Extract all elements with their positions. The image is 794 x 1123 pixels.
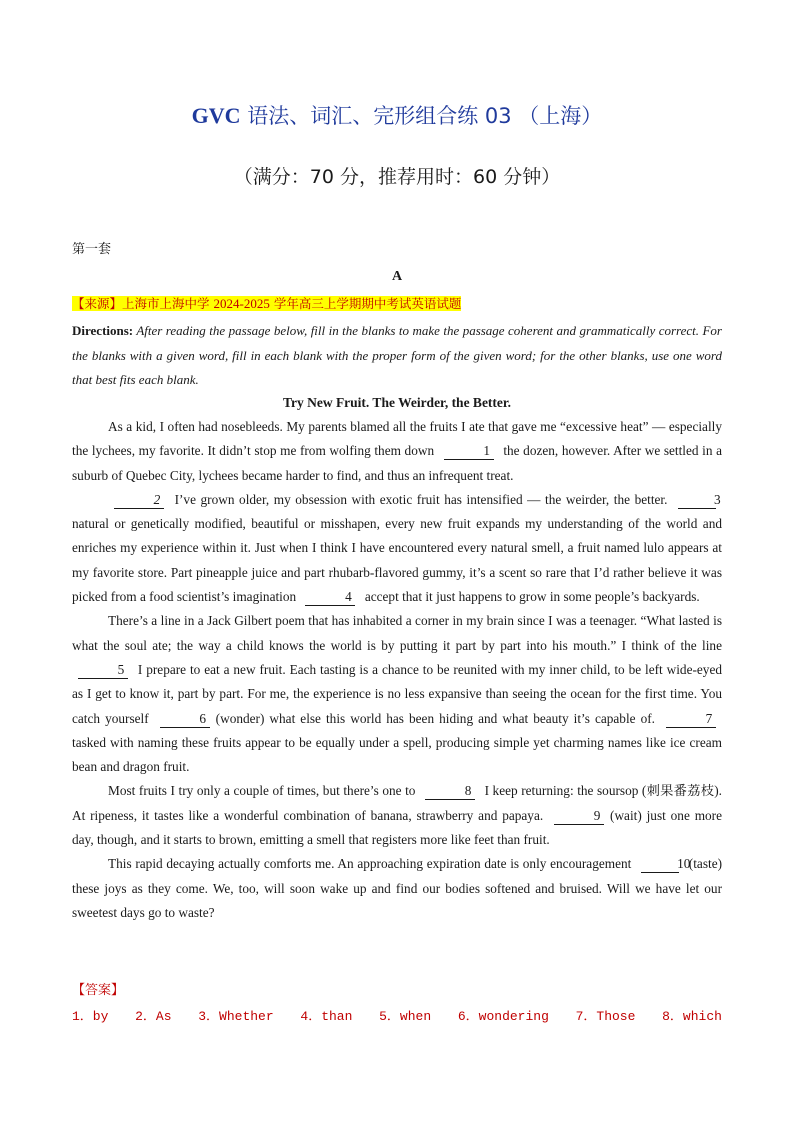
paragraph-text: (wonder) what else this world has been hiding and what beauty it’s capable of. <box>215 710 655 726</box>
blank-1[interactable]: 1 <box>444 443 494 460</box>
document-title <box>72 101 722 131</box>
answer-item: 1．by <box>72 1009 109 1024</box>
source-year: 2024-2025 <box>213 296 270 311</box>
title-prefix: GVC <box>191 103 241 128</box>
paragraph-4 <box>72 779 722 852</box>
source-school: 上海市上海中学 <box>122 296 214 311</box>
paragraph-1 <box>72 415 722 488</box>
blank-6[interactable]: 6 <box>160 711 210 728</box>
paragraph-5 <box>72 852 722 925</box>
blank-5[interactable]: 5 <box>78 662 128 679</box>
answer-item: 3．Whether <box>198 1009 274 1024</box>
section-letter: A <box>391 269 403 284</box>
answer-item: 4．than <box>300 1009 353 1024</box>
paragraph-text: tasked with naming these fruits appear to be equally under a spell, producing simple yet charming names like ice cream bean and dragon fruit. <box>72 734 722 775</box>
answer-heading: 【答案】 <box>72 983 125 998</box>
answer-item: 2．As <box>135 1009 172 1024</box>
directions <box>72 319 722 393</box>
blank-10[interactable]: 10 <box>641 856 679 873</box>
blank-4[interactable]: 4 <box>305 589 355 606</box>
paragraph-text: This rapid decaying actually comforts me. An approaching expiration date is only encouragement <box>108 856 632 872</box>
paragraph-text: (taste) these joys as they come. We, too, will soon wake up and find our bodies softened and bruised. Will we have let our sweetest days go to waste? <box>72 856 723 920</box>
source-line <box>72 294 461 314</box>
title-text: 语法、词汇、完形组合练 03 （上海） <box>240 104 603 128</box>
source-bracket: 【来源】 <box>72 296 123 311</box>
answer-item: 7．Those <box>575 1009 636 1024</box>
answer-item: 6．wondering <box>457 1009 549 1024</box>
answer-item: 8．which <box>662 1009 722 1024</box>
paragraph-text: As a kid, I often had nosebleeds. My parents blamed all the fruits I ate that gave me “excessive heat” — especially the lychees, my favorite. It didn’t stop me from wolfing them down <box>72 419 722 459</box>
answer-item: 5．when <box>379 1009 432 1024</box>
paragraph-text: (wait) just one more day, though, and it starts to brown, emitting a smell that registers more like feet than fruit. <box>72 807 723 848</box>
score-time-subtitle: （满分：70 分，推荐用时：60 分钟） <box>233 166 561 188</box>
paragraph-text: natural or genetically modified, beautiful or misshapen, every new fruit expands my understanding of the world and enriches my experience within it. Just when I think I have encountered every natural smell, a fruit named lulo appears at my favorite store. Part pineapple juice and part rhubarb-flavored gummy, it’s a scent so rare that I’d rather believe it was picked from a food scientist’s imagination <box>72 516 722 605</box>
passage-title: Try New Fruit. The Weirder, the Better. <box>282 395 512 410</box>
answer-list <box>72 1007 722 1027</box>
paragraph-text: I keep returning: the soursop (刺果番荔枝). At ripeness, it tastes like a wonderful combination of banana, strawberry and papaya. <box>72 783 722 823</box>
paragraph-text: the dozen, however. After we settled in a suburb of Quebec City, lychees became harder to find, and thus an infrequent treat. <box>72 443 722 483</box>
blank-8[interactable]: 8 <box>425 783 475 800</box>
paragraph-3 <box>72 609 722 779</box>
source-exam: 学年高三上学期期中考试英语试题 <box>269 296 462 311</box>
blank-2[interactable]: 2 <box>114 492 164 509</box>
paragraph-text: There’s a line in a Jack Gilbert poem that has inhabited a corner in my brain since I was a teenager. “What lasted is what the soul ate; the way a child knows the world is by putting it part by part into his mouth.” I think of the line <box>72 613 722 653</box>
paragraph-text: I prepare to eat a new fruit. Each tasting is a chance to be reunited with my inner child, to be left wide-eyed as I get to know it, part by part. For me, the experience is no less expansive than seeing the ocean for the first time. You catch yourself <box>72 661 723 726</box>
set-label: 第一套 <box>72 242 112 257</box>
blank-7[interactable]: 7 <box>666 711 716 728</box>
paragraph-text: accept that it just happens to grow in some people’s backyards. <box>364 589 700 605</box>
directions-text: After reading the passage below, fill in the blanks to make the passage coherent and grammatically correct. For the blanks with a given word, fill in each blank with the proper form of the given word; for the other blanks, use one word that best fits each blank. <box>72 323 722 387</box>
blank-3[interactable]: 3 <box>678 492 716 509</box>
directions-label: Directions: <box>72 323 134 338</box>
paragraph-2 <box>72 488 722 609</box>
blank-9[interactable]: 9 <box>554 808 604 825</box>
paragraph-text: I’ve grown older, my obsession with exotic fruit has intensified — the weirder, the better. <box>174 491 668 507</box>
passage-body <box>72 415 722 925</box>
paragraph-text: Most fruits I try only a couple of times, but there’s one to <box>108 783 416 799</box>
